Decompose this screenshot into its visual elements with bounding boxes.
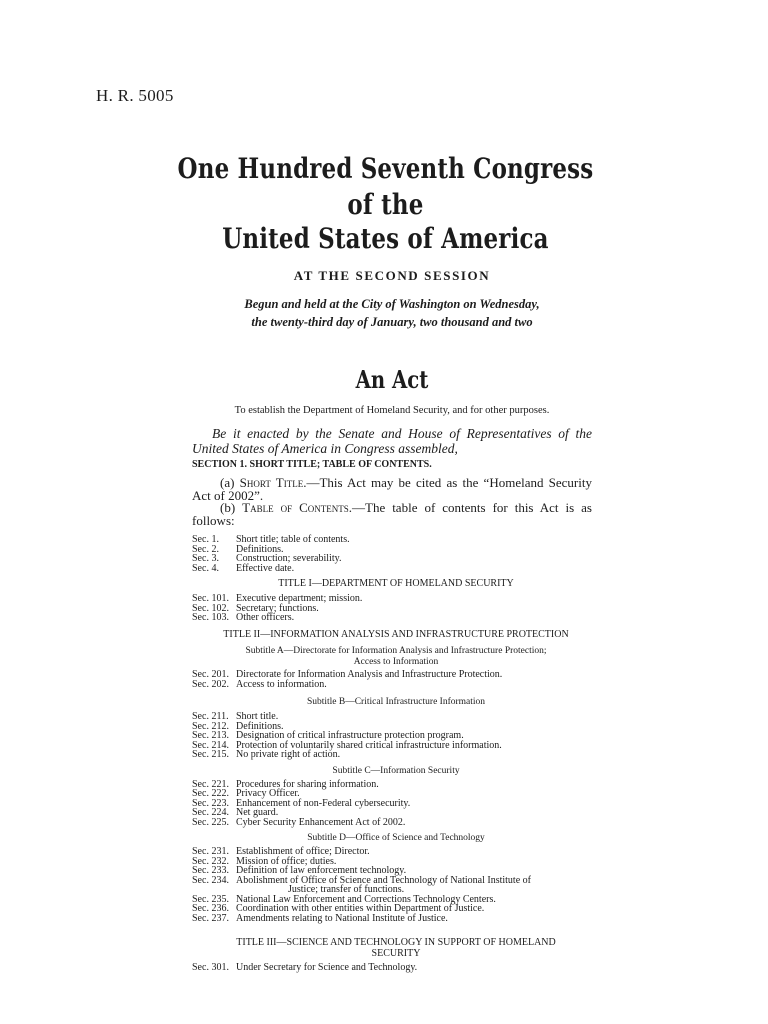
subtitle-d-heading: Subtitle D—Office of Science and Technology	[307, 833, 485, 843]
toc-num: Sec. 235.	[192, 893, 229, 905]
toc-text: Mission of office; duties.	[236, 855, 337, 867]
toc-text: Definitions.	[236, 543, 284, 555]
subtitle-a-heading-2: Access to Information	[353, 657, 439, 667]
paragraph-b-caption: Table of Contents	[242, 500, 349, 515]
title-3-heading-1: TITLE III—SCIENCE AND TECHNOLOGY IN SUPPORT OF HOMELAND	[236, 937, 556, 948]
toc-num: Sec. 214.	[192, 739, 229, 751]
toc-text: Establishment of office; Director.	[236, 846, 370, 857]
toc-text: Definitions.	[236, 720, 284, 732]
toc-text: Other officers.	[236, 612, 295, 623]
toc-num: Sec. 215.	[192, 749, 229, 760]
toc-num: Sec. 102.	[192, 602, 229, 614]
toc-row	[192, 680, 600, 690]
toc-num: Sec. 2.	[192, 543, 219, 555]
toc-text: Designation of critical infrastructure protection program.	[236, 730, 464, 741]
toc-num: Sec. 201.	[192, 669, 229, 680]
toc-num: Sec. 1.	[192, 534, 219, 545]
toc-row	[192, 564, 600, 574]
toc-text: Effective date.	[236, 562, 295, 574]
toc-text: Coordination with other entities within Department of Justice.	[236, 903, 485, 914]
toc-title-1	[192, 578, 600, 623]
toc-text: Protection of voluntarily shared critical infrastructure information.	[236, 739, 502, 751]
toc-text: Enhancement of non-Federal cybersecurity.	[236, 797, 411, 809]
title-3-heading-2: SECURITY	[371, 948, 421, 959]
toc-num: Sec. 233.	[192, 865, 229, 876]
paragraph-b-text: .—The table of contents for this Act is as follows:	[192, 500, 592, 528]
toc-text: Directorate for Information Analysis and Infrastructure Protection.	[236, 669, 503, 680]
toc-num: Sec. 212.	[192, 720, 229, 732]
paragraph-b	[192, 501, 592, 527]
toc-row	[192, 963, 600, 973]
toc-num: Sec. 3.	[192, 553, 219, 564]
toc-text: Construction; severability.	[236, 553, 342, 564]
toc-text: No private right of action.	[236, 749, 341, 760]
congress-title-line-2: of the	[347, 188, 424, 221]
subtitle-b-heading: Subtitle B—Critical Infrastructure Information	[306, 697, 486, 707]
toc-text: Short title; table of contents.	[236, 534, 350, 545]
congress-title-line-1: One Hundred Seventh Congress	[177, 152, 594, 185]
toc-text: Access to information.	[236, 678, 327, 690]
toc-row	[192, 613, 600, 623]
toc-num: Sec. 222.	[192, 788, 229, 799]
toc-num: Sec. 213.	[192, 730, 229, 741]
toc-row	[192, 914, 600, 924]
toc-text: Secretary; functions.	[236, 602, 319, 614]
toc-num: Sec. 234.	[192, 874, 229, 886]
toc-num: Sec. 236.	[192, 903, 229, 914]
bill-number: H. R. 5005	[96, 86, 174, 105]
session-heading: AT THE SECOND SESSION	[293, 268, 491, 283]
purpose-statement: To establish the Department of Homeland Security, and for other purposes.	[234, 405, 550, 416]
toc-title-2	[192, 629, 600, 923]
toc-num: Sec. 224.	[192, 807, 229, 818]
congress-title-line-3: United States of America	[222, 222, 549, 255]
toc-text: Cyber Security Enhancement Act of 2002.	[236, 816, 406, 828]
toc-row	[192, 750, 600, 760]
toc-title-3	[192, 937, 600, 973]
act-heading: An Act	[355, 365, 429, 394]
toc-num: Sec. 4.	[192, 562, 219, 574]
toc-num: Sec. 225.	[192, 816, 229, 828]
toc-text: Amendments relating to National Institute of Justice.	[236, 912, 448, 924]
paragraph-a-label: (a)	[220, 475, 240, 490]
paragraph-a-text: .—This Act may be cited as the “Homeland Security Act of 2002”.	[192, 475, 592, 503]
toc-text: Executive department; mission.	[236, 593, 363, 604]
toc-num: Sec. 202.	[192, 678, 229, 690]
title-2-heading: TITLE II—INFORMATION ANALYSIS AND INFRASTRUCTURE PROTECTION	[223, 629, 569, 640]
toc-text: Definition of law enforcement technology.	[236, 865, 407, 876]
toc-text: Abolishment of Office of Science and Technology of National Institute of	[236, 874, 531, 886]
subtitle-c-heading: Subtitle C—Information Security	[332, 765, 460, 776]
toc-text: National Law Enforcement and Corrections Technology Centers.	[236, 893, 496, 905]
toc-num: Sec. 237.	[192, 912, 229, 924]
paragraph-b-label: (b)	[220, 500, 243, 515]
toc-text: Procedures for sharing information.	[236, 778, 379, 790]
toc-num: Sec. 101.	[192, 593, 229, 604]
enacting-clause: Be it enacted by the Senate and House of Representatives of the United States of America in Congress assembled,	[192, 426, 592, 456]
toc-num: Sec. 231.	[192, 846, 229, 857]
toc-num: Sec. 232.	[192, 855, 229, 867]
paragraph-a-caption: Short Title	[239, 475, 304, 490]
toc-text: Under Secretary for Science and Technology.	[236, 962, 418, 973]
toc-num: Sec. 223.	[192, 797, 229, 809]
begun-line-1: Begun and held at the City of Washington on Wednesday,	[244, 297, 540, 311]
toc-text: Net guard.	[236, 807, 279, 818]
subtitle-a-heading-1: Subtitle A—Directorate for Information Analysis and Infrastructure Protection;	[245, 646, 547, 656]
begun-line-2: the twenty-third day of January, two thousand and two	[251, 315, 533, 329]
toc-general	[192, 535, 600, 573]
toc-text: Justice; transfer of functions.	[288, 884, 405, 895]
section-1-heading: SECTION 1. SHORT TITLE; TABLE OF CONTENTS.	[192, 459, 432, 470]
toc-num: Sec. 221.	[192, 778, 229, 790]
toc-row	[192, 818, 600, 828]
toc-text: Short title.	[236, 711, 279, 722]
paragraph-a	[192, 476, 592, 502]
title-1-heading: TITLE I—DEPARTMENT OF HOMELAND SECURITY	[278, 578, 514, 589]
toc-text: Privacy Officer.	[236, 788, 300, 799]
toc-num: Sec. 301.	[192, 962, 229, 973]
toc-num: Sec. 103.	[192, 612, 229, 623]
toc-num: Sec. 211.	[192, 711, 229, 722]
